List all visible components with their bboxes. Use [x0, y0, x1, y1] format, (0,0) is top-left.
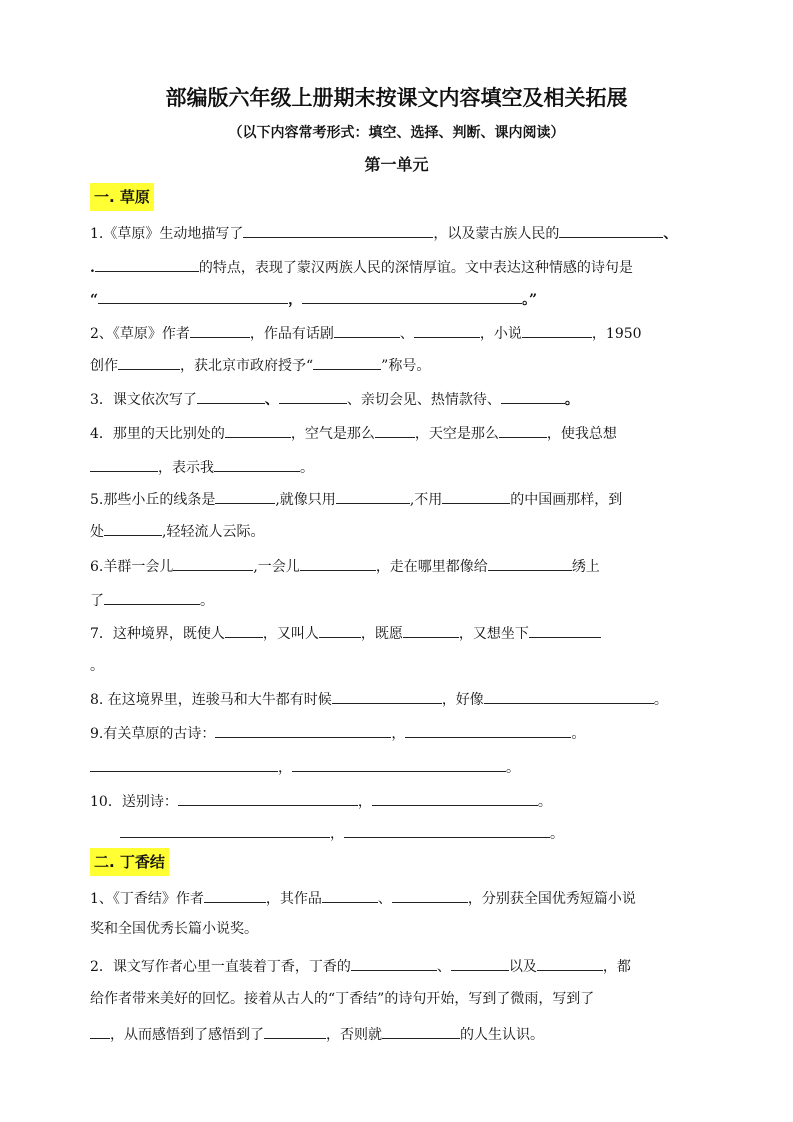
page-subtitle: （以下内容常考形式：填空、选择、判断、课内阅读） [228, 125, 565, 141]
section-heading-dingxiangjie: 二. 丁香结 [90, 848, 169, 876]
blank[interactable] [451, 955, 509, 971]
blank[interactable] [204, 887, 266, 903]
blank[interactable] [215, 722, 391, 738]
blank[interactable] [190, 322, 250, 338]
question-10-line-1: 10．送别诗： ， 。 [90, 790, 710, 812]
blank[interactable] [173, 555, 253, 571]
blank[interactable] [215, 488, 275, 504]
blank[interactable] [98, 288, 288, 304]
blank[interactable] [225, 622, 263, 638]
blank[interactable] [197, 388, 265, 404]
blank[interactable] [95, 256, 199, 272]
blank[interactable] [313, 354, 381, 370]
blank[interactable] [292, 756, 506, 772]
section-2-question-2-line-1: 2．课文写作者心里一直装着丁香，丁香的 、 以及 ，都 [90, 955, 710, 977]
section-2-question-1-line-1: 1、《丁香结》作者 ，其作品 、 ，分别获全国优秀短篇小说 [90, 887, 710, 909]
blank[interactable] [442, 488, 510, 504]
blank[interactable] [104, 589, 200, 605]
section-2-question-2-line-2: 给作者带来美好的回忆。接着从古人的“丁香结”的诗句开始，写到了微雨，写到了 [90, 991, 595, 1007]
blank[interactable] [559, 222, 663, 238]
question-3: 3．课文依次写了 、 、亲切会见、热情款待、 。 [90, 388, 710, 410]
question-2-line-2: 创作 ，获北京市政府授予“ ”称号。 [90, 354, 710, 376]
blank[interactable] [537, 955, 603, 971]
blank[interactable] [414, 322, 480, 338]
blank[interactable] [522, 322, 592, 338]
blank[interactable] [90, 456, 158, 472]
question-10-line-2: ， 。 [120, 822, 740, 844]
blank[interactable] [405, 722, 571, 738]
blank[interactable] [375, 422, 415, 438]
blank[interactable] [264, 1023, 326, 1039]
blank[interactable] [319, 622, 361, 638]
question-9-line-2: ， 。 [90, 756, 710, 778]
question-5-line-2: 处 ,轻轻流人云际。 [90, 520, 710, 542]
question-6-line-1: 6.羊群一会儿 ,一会儿 ，走在哪里都像给 绣上 [90, 555, 710, 577]
blank[interactable] [403, 622, 459, 638]
section-2-question-1-line-2: 奖和全国优秀长篇小说奖。 [90, 921, 258, 937]
blank[interactable] [372, 790, 538, 806]
section-2-question-2-line-3: ，从而感悟到了感悟到了 ，否则就 的人生认识。 [90, 1023, 710, 1045]
blank[interactable] [120, 822, 330, 838]
unit-heading: 第一单元 [364, 155, 429, 174]
blank[interactable] [104, 520, 162, 536]
blank[interactable] [382, 1023, 460, 1039]
blank[interactable] [118, 354, 180, 370]
question-1-line-3: “ ， 。” [90, 288, 710, 310]
blank[interactable] [90, 1023, 110, 1039]
question-8: 8. 在这境界里，连骏马和大牛都有时候 ，好像 。 [90, 688, 710, 710]
blank[interactable] [334, 322, 400, 338]
question-4-line-2: ，表示我 。 [90, 456, 710, 478]
blank[interactable] [484, 688, 654, 704]
blank[interactable] [279, 388, 347, 404]
blank[interactable] [322, 887, 378, 903]
question-5-line-1: 5.那些小丘的线条是 ,就像只用 ,不用 的中国画那样，到 [90, 488, 710, 510]
question-4-line-1: 4．那里的天比别处的 ，空气是那么 ，天空是那么 ，使我总想 [90, 422, 710, 444]
blank[interactable] [302, 288, 522, 304]
blank[interactable] [300, 555, 376, 571]
blank[interactable] [90, 756, 278, 772]
blank[interactable] [336, 488, 410, 504]
question-6-line-2: 了 。 [90, 589, 710, 611]
question-1-line-2: . 的特点，表现了蒙汉两族人民的深情厚谊。文中表达这种情感的诗句是 [90, 256, 710, 278]
blank[interactable] [488, 555, 572, 571]
blank[interactable] [214, 456, 300, 472]
question-7-line-1: 7．这种境界，既使人 ，又叫人 ，既愿 ，又想坐下 [90, 622, 710, 644]
blank[interactable] [499, 422, 547, 438]
question-9-line-1: 9.有关草原的古诗： ， 。 [90, 722, 710, 744]
blank[interactable] [178, 790, 358, 806]
blank[interactable] [392, 887, 468, 903]
blank[interactable] [344, 822, 550, 838]
blank[interactable] [225, 422, 291, 438]
blank[interactable] [529, 622, 601, 638]
page-title: 部编版六年级上册期末按课文内容填空及相关拓展 [165, 86, 628, 110]
question-7-line-2: 。 [90, 658, 104, 674]
question-2-line-1: 2、《草原》作者 ，作品有话剧 、 ，小说 ，1950 [90, 322, 710, 344]
blank[interactable] [243, 222, 433, 238]
question-1-line-1: 1.《草原》生动地描写了 ，以及蒙古族人民的 、 [90, 222, 710, 244]
blank[interactable] [332, 688, 442, 704]
section-heading-caoyuan: 一. 草原 [90, 183, 154, 211]
blank[interactable] [351, 955, 437, 971]
blank[interactable] [501, 388, 565, 404]
